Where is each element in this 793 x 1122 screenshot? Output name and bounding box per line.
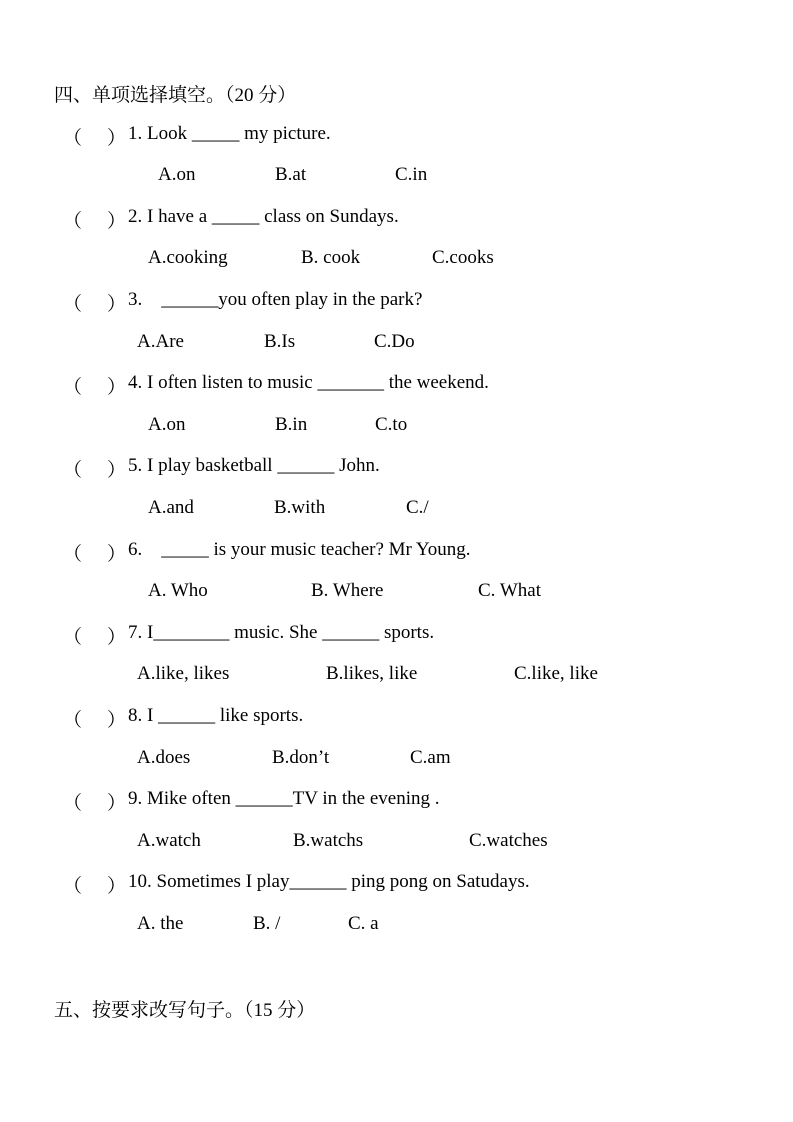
question-stem: 6. _____ is your music teacher? Mr Young. [128, 539, 471, 560]
option-c: C.like, like [514, 663, 598, 684]
question-stem: 3. ______you often play in the park? [128, 289, 423, 310]
question-1 [0, 123, 793, 147]
option-c: C./ [406, 497, 429, 518]
answer-bracket-close: ） [107, 876, 127, 897]
question-stem: 1. Look _____ my picture. [128, 123, 331, 144]
answer-bracket-open: （ [63, 377, 83, 398]
option-b: B.Is [264, 331, 296, 352]
option-a: A.Are [137, 331, 184, 352]
question-3 [0, 289, 793, 313]
section-4-title: 四、单项选择填空。（20 分） [54, 85, 297, 106]
option-a: A. Who [148, 580, 208, 601]
answer-bracket-close: ） [107, 211, 127, 232]
question-10 [0, 871, 793, 895]
option-b: B.with [274, 497, 326, 518]
answer-bracket-open: （ [63, 211, 83, 232]
option-a: A.on [158, 164, 196, 185]
answer-bracket-open: （ [63, 876, 83, 897]
question-stem: 10. Sometimes I play______ ping pong on Satudays. [128, 871, 530, 892]
answer-bracket-open: （ [63, 627, 83, 648]
option-b: B.don’t [272, 747, 330, 768]
answer-bracket-open: （ [63, 460, 83, 481]
answer-bracket-close: ） [107, 710, 127, 731]
option-c: C. What [478, 580, 541, 601]
question-9 [0, 788, 793, 812]
option-c: C.to [375, 414, 408, 435]
answer-bracket-open: （ [63, 710, 83, 731]
question-4 [0, 372, 793, 396]
option-c: C.in [395, 164, 428, 185]
question-stem: 7. I________ music. She ______ sports. [128, 622, 435, 643]
answer-bracket-open: （ [63, 294, 83, 315]
question-stem: 9. Mike often ______TV in the evening . [128, 788, 440, 809]
answer-bracket-close: ） [107, 128, 127, 149]
option-c: C.watches [469, 830, 548, 851]
answer-bracket-open: （ [63, 128, 83, 149]
answer-bracket-close: ） [107, 377, 127, 398]
option-c: C. a [348, 913, 379, 934]
option-b: B. cook [301, 247, 361, 268]
answer-bracket-close: ） [107, 793, 127, 814]
option-a: A.on [148, 414, 186, 435]
section-5-title: 五、按要求改写句子。（15 分） [54, 1000, 316, 1021]
answer-bracket-close: ） [107, 294, 127, 315]
option-c: C.cooks [432, 247, 494, 268]
question-7 [0, 622, 793, 646]
answer-bracket-close: ） [107, 627, 127, 648]
option-b: B.likes, like [326, 663, 418, 684]
option-a: A. the [137, 913, 184, 934]
answer-bracket-open: （ [63, 793, 83, 814]
option-b: B.watchs [293, 830, 364, 851]
option-a: A.watch [137, 830, 201, 851]
option-a: A.does [137, 747, 191, 768]
option-b: B.in [275, 414, 308, 435]
option-a: A.cooking [148, 247, 228, 268]
question-stem: 4. I often listen to music _______ the weekend. [128, 372, 489, 393]
option-c: C.Do [374, 331, 415, 352]
question-8 [0, 705, 793, 729]
question-stem: 5. I play basketball ______ John. [128, 455, 380, 476]
option-b: B. Where [311, 580, 384, 601]
question-stem: 2. I have a _____ class on Sundays. [128, 206, 399, 227]
question-5 [0, 455, 793, 479]
option-b: B. / [253, 913, 281, 934]
option-c: C.am [410, 747, 451, 768]
answer-bracket-close: ） [107, 460, 127, 481]
option-a: A.and [148, 497, 194, 518]
answer-bracket-open: （ [63, 544, 83, 565]
option-b: B.at [275, 164, 307, 185]
question-stem: 8. I ______ like sports. [128, 705, 304, 726]
option-a: A.like, likes [137, 663, 230, 684]
answer-bracket-close: ） [107, 544, 127, 565]
question-6 [0, 539, 793, 563]
question-2 [0, 206, 793, 230]
